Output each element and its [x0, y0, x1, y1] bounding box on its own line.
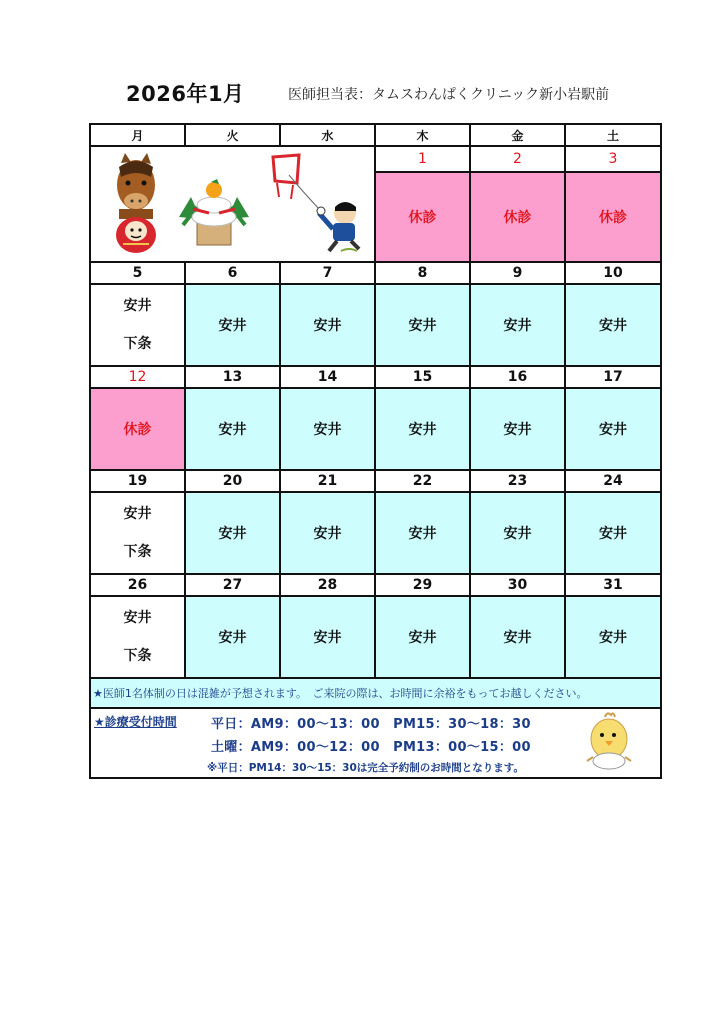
weekday-header: 月 [90, 124, 185, 146]
doctor-name: 安井 [123, 610, 152, 626]
doctor-cell [90, 492, 185, 574]
new-year-icons [93, 147, 373, 257]
doctor-cell: 安井 [375, 388, 470, 470]
date-number: 15 [375, 366, 470, 388]
doctor-cell: 安井 [470, 388, 565, 470]
kagami-mochi-icon [179, 179, 249, 245]
clinic-subtitle: 医師担当表：タムスわんぱくクリニック新小岩駅前 [288, 87, 610, 103]
doctor-cell: 安井 [470, 492, 565, 574]
doctor-cell: 安井 [280, 596, 375, 678]
weekday-header: 火 [185, 124, 280, 146]
weekday-hours: 平日：AM9：00～13：00 PM15：30～18：30 [211, 717, 531, 732]
date-number: 16 [470, 366, 565, 388]
date-number: 20 [185, 470, 280, 492]
doctor-cell: 安井 [185, 388, 280, 470]
saturday-hours: 土曜：AM9：00～12：00 PM13：00～15：00 [211, 740, 531, 755]
doctor-name: 下条 [123, 336, 152, 352]
closed-cell: 休診 [470, 172, 565, 262]
doctor-cell: 安井 [185, 596, 280, 678]
doctor-cell: 安井 [565, 388, 661, 470]
date-number: 30 [470, 574, 565, 596]
date-number: 31 [565, 574, 661, 596]
date-number: 7 [280, 262, 375, 284]
weekday-header: 金 [470, 124, 565, 146]
date-number: 29 [375, 574, 470, 596]
new-year-illustration [90, 146, 375, 262]
calendar-table [89, 123, 662, 779]
date-number: 17 [565, 366, 661, 388]
chick-icon [583, 711, 635, 771]
date-number: 3 [565, 146, 661, 172]
weekday-header: 土 [565, 124, 661, 146]
date-number: 9 [470, 262, 565, 284]
doctor-cell [90, 284, 185, 366]
doctor-cell: 安井 [375, 492, 470, 574]
reception-hours [90, 708, 661, 778]
date-number: 14 [280, 366, 375, 388]
doctor-cell: 安井 [375, 284, 470, 366]
closed-cell: 休診 [90, 388, 185, 470]
closed-cell: 休診 [375, 172, 470, 262]
doctor-cell: 安井 [280, 388, 375, 470]
hours-title: ★診療受付時間 [94, 715, 177, 729]
doctor-name: 安井 [123, 506, 152, 522]
kite-boy-icon [273, 155, 359, 251]
doctor-name: 安井 [123, 298, 152, 314]
date-number: 28 [280, 574, 375, 596]
date-number: 22 [375, 470, 470, 492]
doctor-cell: 安井 [280, 284, 375, 366]
date-number: 6 [185, 262, 280, 284]
date-number: 10 [565, 262, 661, 284]
date-number: 23 [470, 470, 565, 492]
doctor-cell: 安井 [565, 492, 661, 574]
date-number: 5 [90, 262, 185, 284]
date-number: 27 [185, 574, 280, 596]
date-number: 24 [565, 470, 661, 492]
doctor-cell [90, 596, 185, 678]
doctor-cell: 安井 [280, 492, 375, 574]
doctor-cell: 安井 [565, 284, 661, 366]
horse-daruma-icon [116, 153, 156, 253]
page-title: 2026年1月 [126, 82, 245, 106]
doctor-cell: 安井 [185, 284, 280, 366]
doctor-cell: 安井 [185, 492, 280, 574]
date-number: 19 [90, 470, 185, 492]
weekday-header: 木 [375, 124, 470, 146]
date-number: 1 [375, 146, 470, 172]
reservation-note: ※平日：PM14：30～15：30は完全予約制のお時間となります。 [207, 762, 524, 774]
doctor-cell: 安井 [565, 596, 661, 678]
doctor-cell: 安井 [470, 284, 565, 366]
date-number: 21 [280, 470, 375, 492]
date-number: 8 [375, 262, 470, 284]
doctor-cell: 安井 [375, 596, 470, 678]
date-number: 13 [185, 366, 280, 388]
doctor-name: 下条 [123, 544, 152, 560]
closed-cell: 休診 [565, 172, 661, 262]
date-number: 2 [470, 146, 565, 172]
date-number: 12 [90, 366, 185, 388]
weekday-header: 水 [280, 124, 375, 146]
crowding-notice: ★医師1名体制の日は混雑が予想されます。 ご来院の際は、お時間に余裕をもってお越しください。 [90, 678, 661, 708]
doctor-name: 下条 [123, 648, 152, 664]
doctor-cell: 安井 [470, 596, 565, 678]
date-number: 26 [90, 574, 185, 596]
